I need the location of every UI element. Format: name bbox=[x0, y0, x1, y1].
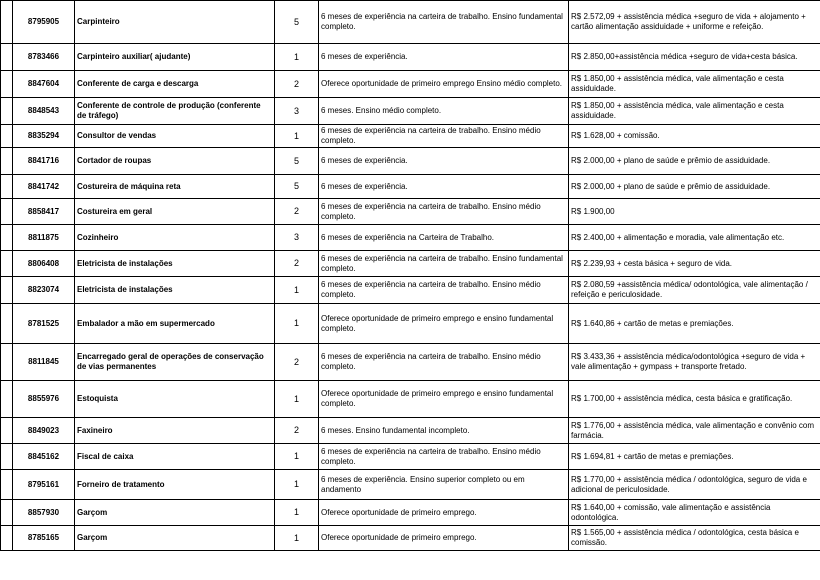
vacancy-code: 8857930 bbox=[13, 500, 75, 526]
salary-benefits: R$ 2.239,93 + cesta básica + seguro de vida. bbox=[569, 251, 820, 277]
row-gutter-cell bbox=[1, 344, 13, 381]
salary-benefits: R$ 1.850,00 + assistência médica, vale alimentação e cesta assiduidade. bbox=[569, 98, 820, 125]
vacancy-count: 2 bbox=[275, 418, 319, 444]
vacancy-code: 8781525 bbox=[13, 304, 75, 344]
row-gutter-cell bbox=[1, 125, 13, 148]
row-gutter-cell bbox=[1, 148, 13, 175]
job-title: Eletricista de instalações bbox=[75, 251, 275, 277]
vacancy-count: 1 bbox=[275, 470, 319, 500]
vacancy-code: 8811845 bbox=[13, 344, 75, 381]
job-requirements: Oferece oportunidade de primeiro emprego e ensino fundamental completo. bbox=[319, 304, 569, 344]
job-requirements: 6 meses. Ensino médio completo. bbox=[319, 98, 569, 125]
job-title: Garçom bbox=[75, 526, 275, 551]
salary-benefits: R$ 1.628,00 + comissão. bbox=[569, 125, 820, 148]
job-title: Conferente de controle de produção (conferente de tráfego) bbox=[75, 98, 275, 125]
salary-benefits: R$ 1.640,00 + comissão, vale alimentação e assistência odontológica. bbox=[569, 500, 820, 526]
table-row bbox=[1, 304, 820, 344]
table-row bbox=[1, 500, 820, 526]
salary-benefits: R$ 1.776,00 + assistência médica, vale alimentação e convênio com farmácia. bbox=[569, 418, 820, 444]
vacancy-count: 2 bbox=[275, 71, 319, 98]
vacancy-count: 1 bbox=[275, 277, 319, 304]
vacancy-count: 5 bbox=[275, 1, 319, 44]
job-title: Consultor de vendas bbox=[75, 125, 275, 148]
table-row bbox=[1, 125, 820, 148]
vacancy-count: 1 bbox=[275, 44, 319, 71]
row-gutter-cell bbox=[1, 44, 13, 71]
table-row bbox=[1, 418, 820, 444]
job-requirements: Oferece oportunidade de primeiro emprego. bbox=[319, 526, 569, 551]
table-row bbox=[1, 526, 820, 551]
salary-benefits: R$ 2.850,00+assistência médica +seguro de vida+cesta básica. bbox=[569, 44, 820, 71]
job-requirements: Oferece oportunidade de primeiro emprego Ensino médio completo. bbox=[319, 71, 569, 98]
table-row bbox=[1, 148, 820, 175]
job-title: Faxineiro bbox=[75, 418, 275, 444]
job-requirements: Oferece oportunidade de primeiro emprego. bbox=[319, 500, 569, 526]
job-requirements: 6 meses de experiência na carteira de trabalho. Ensino médio completo. bbox=[319, 444, 569, 470]
row-gutter-cell bbox=[1, 1, 13, 44]
row-gutter-cell bbox=[1, 444, 13, 470]
row-gutter-cell bbox=[1, 251, 13, 277]
vacancy-code: 8783466 bbox=[13, 44, 75, 71]
row-gutter-cell bbox=[1, 500, 13, 526]
job-title: Embalador a mão em supermercado bbox=[75, 304, 275, 344]
job-requirements: 6 meses de experiência. bbox=[319, 148, 569, 175]
job-requirements: 6 meses de experiência na carteira de trabalho. Ensino médio completo. bbox=[319, 344, 569, 381]
vacancy-count: 2 bbox=[275, 344, 319, 381]
table-row bbox=[1, 175, 820, 199]
job-title: Carpinteiro bbox=[75, 1, 275, 44]
vacancy-code: 8841742 bbox=[13, 175, 75, 199]
table-row bbox=[1, 98, 820, 125]
salary-benefits: R$ 1.850,00 + assistência médica, vale alimentação e cesta assiduidade. bbox=[569, 71, 820, 98]
job-title: Conferente de carga e descarga bbox=[75, 71, 275, 98]
salary-benefits: R$ 1.770,00 + assistência médica / odontológica, seguro de vida e adicional de periculosidade. bbox=[569, 470, 820, 500]
job-title: Costureira de máquina reta bbox=[75, 175, 275, 199]
table-body bbox=[1, 1, 820, 551]
vacancy-count: 1 bbox=[275, 500, 319, 526]
vacancy-code: 8785165 bbox=[13, 526, 75, 551]
row-gutter-cell bbox=[1, 98, 13, 125]
job-title: Fiscal de caixa bbox=[75, 444, 275, 470]
salary-benefits: R$ 2.572,09 + assistência médica +seguro de vida + alojamento + cartão alimentação assiduidade + uniforme e refeição. bbox=[569, 1, 820, 44]
salary-benefits: R$ 1.694,81 + cartão de metas e premiações. bbox=[569, 444, 820, 470]
table-row bbox=[1, 381, 820, 418]
row-gutter-cell bbox=[1, 470, 13, 500]
job-requirements: 6 meses de experiência na carteira de trabalho. Ensino médio completo. bbox=[319, 277, 569, 304]
vacancy-code: 8806408 bbox=[13, 251, 75, 277]
vacancy-count: 3 bbox=[275, 225, 319, 251]
table-row bbox=[1, 44, 820, 71]
row-gutter-cell bbox=[1, 199, 13, 225]
table-row bbox=[1, 251, 820, 277]
table-row bbox=[1, 225, 820, 251]
vacancy-code: 8835294 bbox=[13, 125, 75, 148]
row-gutter-cell bbox=[1, 526, 13, 551]
vacancy-code: 8845162 bbox=[13, 444, 75, 470]
job-requirements: 6 meses de experiência na carteira de trabalho. Ensino médio completo. bbox=[319, 199, 569, 225]
table-row bbox=[1, 71, 820, 98]
salary-benefits: R$ 3.433,36 + assistência médica/odontológica +seguro de vida + vale alimentação + gympass + transporte fretado. bbox=[569, 344, 820, 381]
row-gutter-cell bbox=[1, 381, 13, 418]
vacancy-count: 1 bbox=[275, 526, 319, 551]
salary-benefits: R$ 2.400,00 + alimentação e moradia, vale alimentação etc. bbox=[569, 225, 820, 251]
job-title: Garçom bbox=[75, 500, 275, 526]
salary-benefits: R$ 2.080,59 +assistência médica/ odontológica, vale alimentação / refeição e periculosidade. bbox=[569, 277, 820, 304]
salary-benefits: R$ 2.000,00 + plano de saúde e prêmio de assiduidade. bbox=[569, 175, 820, 199]
row-gutter-cell bbox=[1, 418, 13, 444]
job-requirements: 6 meses de experiência na carteira de trabalho. Ensino fundamental completo. bbox=[319, 251, 569, 277]
table-row bbox=[1, 470, 820, 500]
vacancy-count: 1 bbox=[275, 304, 319, 344]
salary-benefits: R$ 1.900,00 bbox=[569, 199, 820, 225]
vacancy-count: 1 bbox=[275, 444, 319, 470]
salary-benefits: R$ 2.000,00 + plano de saúde e prêmio de assiduidade. bbox=[569, 148, 820, 175]
vacancy-code: 8811875 bbox=[13, 225, 75, 251]
table-row bbox=[1, 277, 820, 304]
vacancy-count: 1 bbox=[275, 381, 319, 418]
salary-benefits: R$ 1.700,00 + assistência médica, cesta básica e gratificação. bbox=[569, 381, 820, 418]
table-row bbox=[1, 344, 820, 381]
job-requirements: 6 meses. Ensino fundamental incompleto. bbox=[319, 418, 569, 444]
table-row bbox=[1, 199, 820, 225]
row-gutter-cell bbox=[1, 304, 13, 344]
job-title: Cozinheiro bbox=[75, 225, 275, 251]
row-gutter-cell bbox=[1, 71, 13, 98]
vacancy-code: 8847604 bbox=[13, 71, 75, 98]
salary-benefits: R$ 1.640,86 + cartão de metas e premiações. bbox=[569, 304, 820, 344]
vacancy-code: 8855976 bbox=[13, 381, 75, 418]
vacancy-code: 8849023 bbox=[13, 418, 75, 444]
vacancy-count: 5 bbox=[275, 175, 319, 199]
job-title: Encarregado geral de operações de conservação de vias permanentes bbox=[75, 344, 275, 381]
vacancy-count: 5 bbox=[275, 148, 319, 175]
row-gutter-cell bbox=[1, 277, 13, 304]
table-row bbox=[1, 1, 820, 44]
job-title: Cortador de roupas bbox=[75, 148, 275, 175]
vacancy-count: 3 bbox=[275, 98, 319, 125]
vacancy-code: 8858417 bbox=[13, 199, 75, 225]
vacancy-code: 8841716 bbox=[13, 148, 75, 175]
job-requirements: 6 meses de experiência. bbox=[319, 175, 569, 199]
job-title: Costureira em geral bbox=[75, 199, 275, 225]
job-title: Estoquista bbox=[75, 381, 275, 418]
job-requirements: 6 meses de experiência na Carteira de Trabalho. bbox=[319, 225, 569, 251]
job-title: Eletricista de instalações bbox=[75, 277, 275, 304]
job-requirements: 6 meses de experiência na carteira de trabalho. Ensino médio completo. bbox=[319, 125, 569, 148]
job-requirements: 6 meses de experiência. bbox=[319, 44, 569, 71]
job-requirements: Oferece oportunidade de primeiro emprego e ensino fundamental completo. bbox=[319, 381, 569, 418]
table-row bbox=[1, 444, 820, 470]
vacancy-code: 8795161 bbox=[13, 470, 75, 500]
vacancy-code: 8823074 bbox=[13, 277, 75, 304]
job-title: Carpinteiro auxiliar( ajudante) bbox=[75, 44, 275, 71]
job-requirements: 6 meses de experiência. Ensino superior completo ou em andamento bbox=[319, 470, 569, 500]
vacancy-code: 8795905 bbox=[13, 1, 75, 44]
job-requirements: 6 meses de experiência na carteira de trabalho. Ensino fundamental completo. bbox=[319, 1, 569, 44]
row-gutter-cell bbox=[1, 175, 13, 199]
vacancy-count: 2 bbox=[275, 199, 319, 225]
row-gutter-cell bbox=[1, 225, 13, 251]
vacancy-count: 1 bbox=[275, 125, 319, 148]
vacancy-count: 2 bbox=[275, 251, 319, 277]
salary-benefits: R$ 1.565,00 + assistência médica / odontológica, cesta básica e comissão. bbox=[569, 526, 820, 551]
vacancy-code: 8848543 bbox=[13, 98, 75, 125]
job-title: Forneiro de tratamento bbox=[75, 470, 275, 500]
